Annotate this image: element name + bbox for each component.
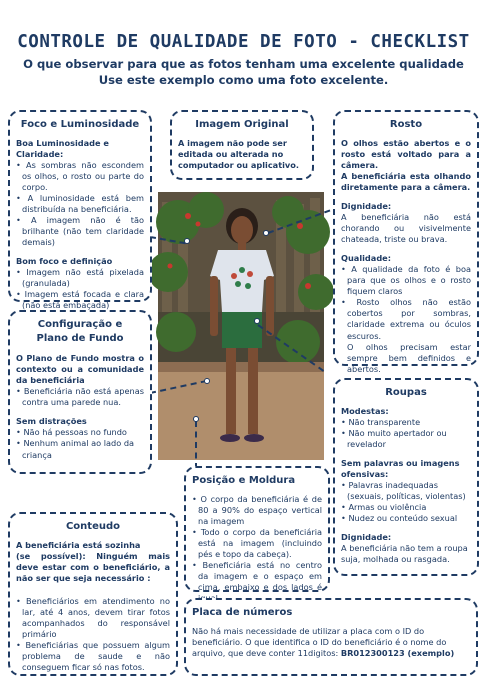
box-conteudo (8, 512, 178, 676)
heading-configuracao-line1: Configuração e (37, 319, 123, 330)
original-text: A imagem não pode ser editada ou alterada no computador ou aplicativo. (178, 137, 299, 170)
page-subtitle-2: Use este exemplo como uma foto excelente. (98, 73, 389, 87)
subheading-sem-distracoes: Sem distrações (16, 416, 87, 427)
heading-imagem-original: Imagem Original (195, 119, 289, 130)
conteudo-text: (se possível): Ninguém mais deve estar com o beneficiário, a não ser que seja necessário : (16, 550, 170, 583)
list-item: • Nenhum animal ao lado da criança (16, 438, 144, 460)
heading-foco: Foco e Luminosidade (20, 119, 140, 130)
list-item: • Não há pessoas no fundo (16, 427, 144, 438)
placa-example: BR012300123 (exemplo) (340, 647, 455, 658)
box-roupas (333, 378, 479, 576)
subheading-foco-definicao: Bom foco e definição (16, 256, 113, 267)
page-title: CONTROLE DE QUALIDADE DE FOTO - CHECKLIST (17, 32, 470, 52)
heading-roupas: Roupas (385, 387, 427, 398)
list-item: • Imagem está focada e clara (não está embaçada) (16, 289, 144, 311)
box-rosto (333, 110, 479, 374)
list-item: • Beneficiária está no centro da imagem e o espaço em cima, embaixo e dos lados é (192, 560, 322, 604)
rosto-intro: O olhos estão abertos e o rosto está voltado para a câmera. (341, 137, 471, 170)
list-item: • Rosto olhos não estão cobertos por sombras, claridade extrema ou óculos escuros. (341, 297, 471, 341)
box-placa-numeros (184, 598, 478, 676)
rosto-qualidade-text: O olhos precisam estar sempre bem definidos e abertos. (347, 341, 471, 374)
connector-dot-rosto (263, 230, 269, 236)
box-configuracao (8, 310, 152, 474)
subheading-modestas: Modestas: (341, 405, 389, 416)
list-item: • Beneficiários em atendimento no lar, até 4 anos, devem tirar fotos acompanhados do responsável primário (16, 596, 170, 640)
list-item: • Beneficiária não está apenas contra uma parede nua. (16, 386, 144, 408)
box-foco-luminosidade (8, 110, 152, 311)
heading-configuracao-line2: Plano de Fundo (36, 332, 124, 344)
list-item: • O corpo da beneficiária é de 80 a 90% do espaço vertical na imagem (192, 494, 322, 527)
heading-rosto: Rosto (389, 119, 423, 130)
connector-dot-config (204, 378, 210, 384)
list-item: • Todo o corpo da beneficiária está na imagem (incluindo pés e topo da cabeça). (192, 527, 322, 560)
list-item: • Não transparente (341, 417, 471, 428)
child-photo-illustration (158, 192, 324, 460)
list-item: • A luminosidade está bem distribuída na beneficiária. (16, 193, 144, 215)
list-item: • Imagem não está pixelada (granulada) (16, 267, 144, 289)
roupas-dignidade-text: A beneficiária não tem a roupa suja, molhada ou rasgada. (341, 543, 468, 565)
heading-posicao: Posição e Moldura (192, 475, 296, 486)
subheading-dignidade-roupas: Dignidade: (341, 532, 392, 543)
example-photo (158, 192, 324, 460)
list-item: • As sombras não escondem os olhos, o rosto ou parte do corpo. (16, 160, 144, 193)
connector-dot-conteudo (193, 416, 199, 422)
subheading-dignidade: Dignidade: (341, 200, 392, 211)
rosto-intro-2: A beneficiária esta olhando diretamente para a câmera. (341, 170, 471, 192)
list-item: • Palavras inadequadas (sexuais, políticas, violentas) (341, 480, 471, 502)
box-imagem-original (170, 110, 314, 180)
list-item: • Armas ou violência (341, 502, 471, 513)
connector-dot-roupas (254, 318, 260, 324)
list-item: • Beneficiárias que possuem algum problema de saude e não conseguem ficar só nas fotos. (16, 640, 170, 673)
subheading-sem-palavras: Sem palavras ou imagens ofensivas: (341, 457, 460, 479)
placa-text: Não há mais necessidade de utilizar a placa com o ID do beneficiário. O que identifica o ID do beneficiário é o nome do arquivo, que deve conter 11digitos: (192, 625, 447, 658)
page-subtitle-1: O que observar para que as fotos tenham uma excelente qualidade (23, 57, 464, 71)
list-item: • A imagem não é tão brilhante (não tem claridade demais) (16, 215, 144, 248)
rosto-dignidade-text: A beneficiária não está chorando ou visivelmente chateada, triste ou brava. (341, 211, 471, 244)
subheading-sozinha: A beneficiária está sozinha (16, 539, 141, 550)
heading-placa: Placa de números (192, 607, 293, 618)
box-posicao-moldura (184, 466, 330, 592)
subheading-luminosidade: Boa Luminosidade e Claridade: (16, 137, 109, 159)
heading-conteudo: Conteudo (65, 521, 121, 532)
list-item: • Nudez ou conteúdo sexual (341, 513, 471, 524)
connector-dot-foco (184, 238, 190, 244)
subheading-qualidade: Qualidade: (341, 253, 392, 264)
config-plano-de-fundo: O Plano de Fundo mostra o contexto ou a comunidade da beneficiária (16, 353, 144, 386)
list-item: • Não muito apertador ou revelador (341, 428, 471, 450)
list-item: • A qualidade da foto é boa para que os olhos e o rosto fiquem claros (341, 264, 471, 297)
